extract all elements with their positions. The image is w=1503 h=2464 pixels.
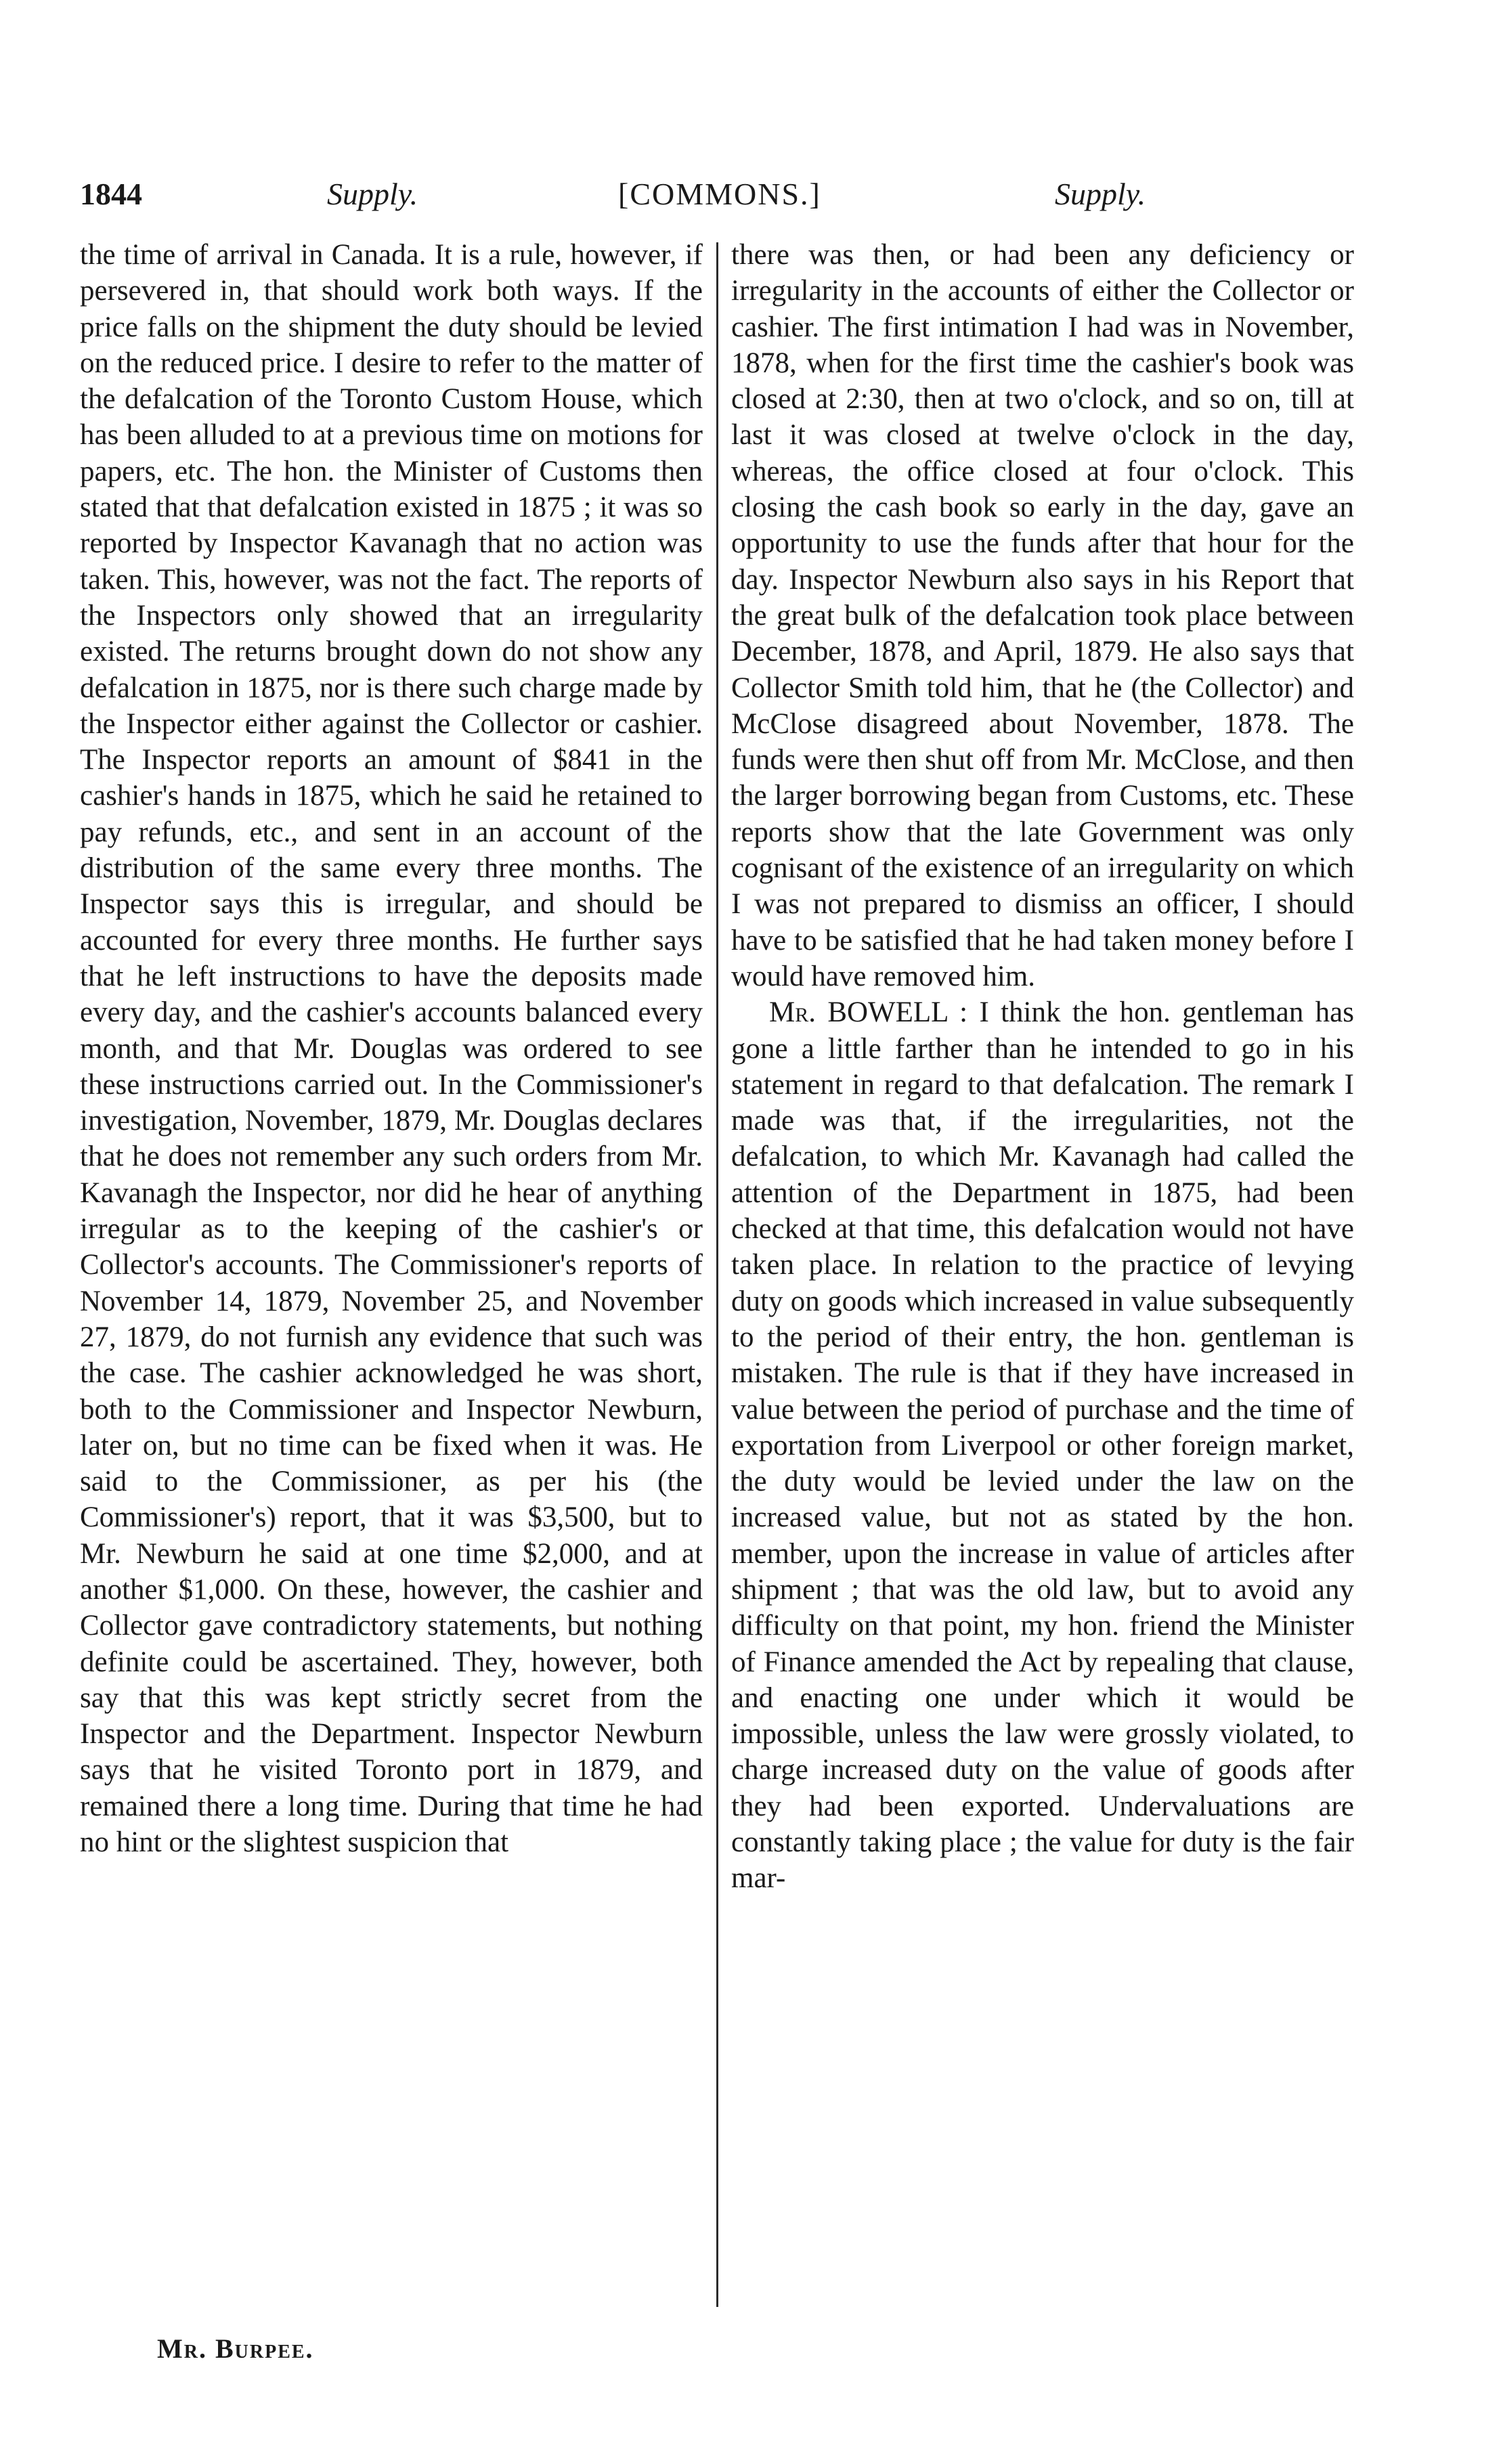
right-column-paragraph-2 <box>731 994 1354 1896</box>
page-header <box>80 167 1381 221</box>
left-column <box>80 237 703 2302</box>
speech-text: I think the hon. gentleman has gone a little farther than he intended to go in his statement in regard to that defalcation. The remark I made was that, if the irregularities, not the defalcation, to which Mr. Kavanagh had called the attention of the Department in 1875, had been checked at that time, this defalcation would not have taken place. In relation to the practice of levying duty on goods which increased in value subsequently to the period of their entry, the hon. gentleman is mistaken. The rule is that if they have increased in value between the period of purchase and the time of exportation from Liverpool or other foreign market, the duty would be levied under the law on the increased value, but not as stated by the hon. member, upon the increase in value of articles after shipment ; that was the old law, but to avoid any difficulty on that point, my hon. friend the Minister of Finance amended the Act by repealing that clause, and enacting one under which it would be impossible, unless the law were grossly violated, to charge increased duty on the value of goods after they had been exported. Undervaluations are constantly taking place ; the value for duty is the fair mar- <box>731 996 1354 1895</box>
column-divider <box>716 242 718 2307</box>
right-column-paragraph-1: there was then, or had been any deficiency or irregularity in the accounts of either the Collector or cashier. The first intimation I had was in November, 1878, when for the first time the cashier's book was closed at 2:30, then at two o'clock, and so on, till at last it was closed at twelve o'clock in the day, whereas, the office closed at four o'clock. This closing the cash book so early in the day, gave an opportunity to use the funds after that hour for the day. Inspector Newburn also says in his Report that the great bulk of the defalcation took place between December, 1878, and April, 1879. He also says that Collector Smith told him, that he (the Collector) and McClose disagreed about November, 1878. The funds were then shut off from Mr. McClose, and then the larger borrowing began from Customs, etc. These reports show that the late Government was only cognisant of the existence of an irregularity on which I was not prepared to dismiss an officer, I should have to be satisfied that he had taken money before I would have removed him. <box>731 239 1354 992</box>
left-column-paragraph: the time of arrival in Canada. It is a rule, however, if persevered in, that should work both ways. If the price falls on the shipment the duty should be levied on the reduced price. I desire to refer to the matter of the defalcation of the Toronto Custom House, which has been alluded to at a previous time on motions for papers, etc. The hon. the Minister of Customs then stated that that defalcation existed in 1875 ; it was so reported by Inspector Kavanagh that no action was taken. This, however, was not the fact. The reports of the Inspectors only showed that an irregularity existed. The returns brought down do not show any defalcation in 1875, nor is there such charge made by the Inspector either against the Collector or cashier. The Inspector reports an amount of $841 in the cashier's hands in 1875, which he said he retained to pay refunds, etc., and sent in an account of the distribution of the same every three months. The Inspector says this is irregular, and should be accounted for every three months. He further says that he left instructions to have the deposits made every day, and the cashier's accounts balanced every month, and that Mr. Douglas was ordered to see these instructions carried out. In the Commissioner's investigation, November, 1879, Mr. Douglas declares that he does not remember any such orders from Mr. Kavanagh the Inspector, nor did he hear of anything irregular as to the keeping of the cashier's or Collector's accounts. The Commissioner's reports of November 14, 1879, November 25, and November 27, 1879, do not furnish any evidence that such was the case. The cashier acknowledged he was short, both to the Commissioner and Inspector Newburn, later on, but no time can be fixed when it was. He said to the Commissioner, as per his (the Commissioner's) report, that it was $3,500, but to Mr. Newburn he said at one time $2,000, and at another $1,000. On these, however, the cashier and Collector gave contradictory statements, but nothing definite could be ascertained. They, however, both say that this was kept strictly secret from the Inspector and the Department. Inspector Newburn says that he visited Toronto port in 1879, and remained there a long time. During that time he had no hint or the slightest suspicion that <box>80 239 703 1859</box>
speaker-name: Mr. BOWELL : <box>769 996 968 1029</box>
right-column <box>731 237 1354 2302</box>
running-head-left: Supply. <box>327 177 418 211</box>
running-head-right: Supply. <box>1055 177 1146 211</box>
house-label: [COMMONS.] <box>618 177 821 211</box>
footer-speaker-tag: Mr. Burpee. <box>157 2333 314 2364</box>
page-number: 1844 <box>80 177 142 211</box>
